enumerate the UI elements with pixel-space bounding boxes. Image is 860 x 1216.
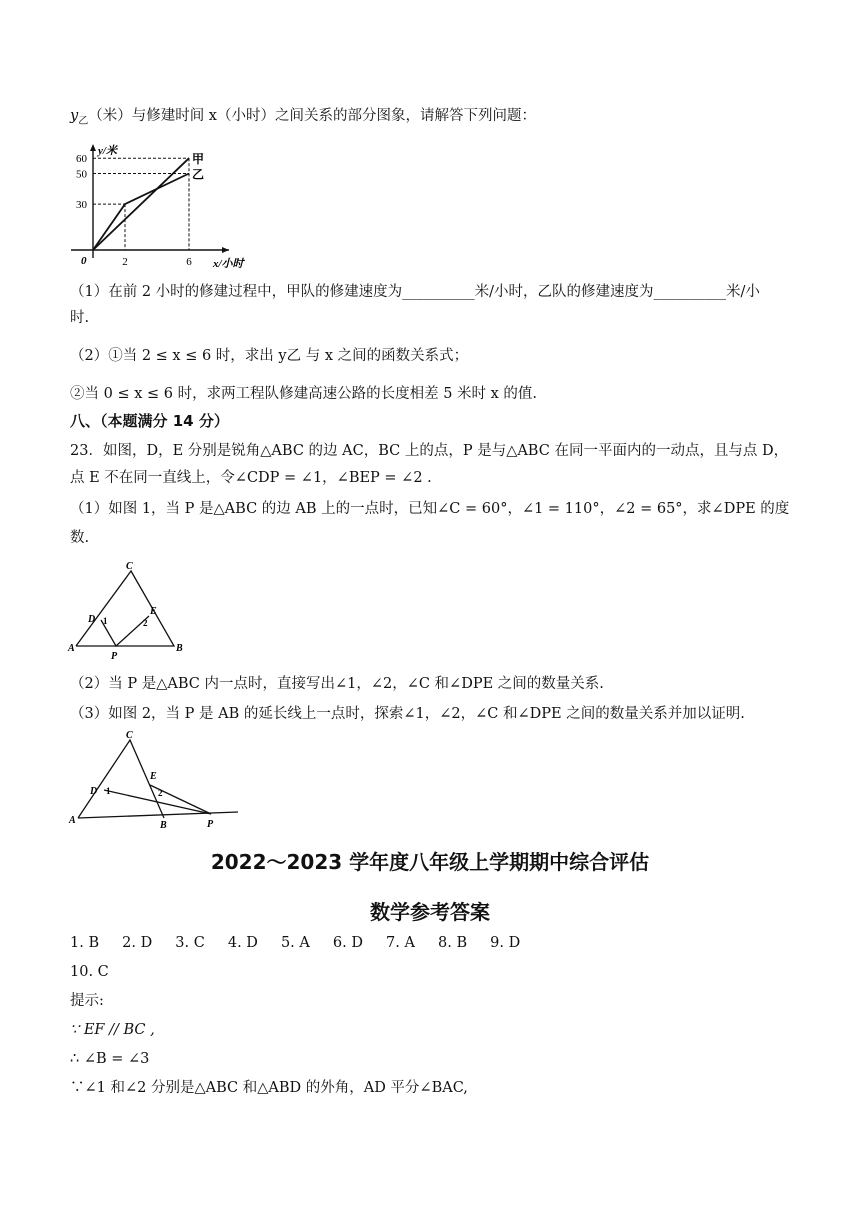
y-tick-label: 50 xyxy=(76,168,87,181)
answer-key-subtitle: 数学参考答案 xyxy=(370,900,490,924)
series-label-2: 乙 xyxy=(192,167,205,182)
answers-row-2: 10. C xyxy=(70,964,109,980)
angle-1-label: 1 xyxy=(106,786,111,796)
answers-row-1: 1. B 2. D 3. C 4. D 5. A 6. D 7. A 8. B 9. D xyxy=(70,935,521,951)
y-tick-label: 30 xyxy=(76,199,87,212)
label-c: C xyxy=(126,561,133,572)
q23-part3: （3）如图 2，当 P 是 AB 的延长线上一点时，探索∠1，∠2，∠C 和∠DPE 之间的数量关系并加以证明. xyxy=(70,706,745,722)
origin-label: 0 xyxy=(81,255,87,267)
label-p: P xyxy=(207,819,214,830)
q23-line-b: 点 E 不在同一直线上，令∠CDP = ∠1，∠BEP = ∠2 . xyxy=(70,470,432,486)
angle-2-label: 2 xyxy=(143,618,148,628)
y-tick-label: 60 xyxy=(76,153,87,166)
line-chart xyxy=(66,140,286,275)
y-variable: y xyxy=(70,108,79,124)
line-ab-extended xyxy=(78,812,238,818)
q23-part2: （2）当 P 是△ABC 内一点时，直接写出∠1，∠2，∠C 和∠DPE 之间的数量关系. xyxy=(70,676,604,692)
triangle-abc xyxy=(76,571,174,646)
angle-2-label: 2 xyxy=(158,788,163,798)
label-d: D xyxy=(90,786,98,797)
figure-1 xyxy=(66,558,196,663)
intro-text: （米）与修建时间 x（小时）之间关系的部分图象，请解答下列问题： xyxy=(88,108,536,124)
y-axis-label: y/米 xyxy=(98,145,117,157)
angle-1-label: 1 xyxy=(103,616,108,626)
label-c: C xyxy=(126,730,133,741)
series-label-1: 甲 xyxy=(192,152,205,167)
y-subscript: 乙 xyxy=(78,115,89,127)
y-axis-arrow xyxy=(90,144,96,151)
x-axis-arrow xyxy=(222,247,229,253)
series-line-1 xyxy=(93,158,189,250)
x-tick-label: 2 xyxy=(122,256,128,268)
q23-line-a: 23．如图，D，E 分别是锐角△ABC 的边 AC，BC 上的点，P 是与△ABC 在同一平面内的一动点，且与点 D， xyxy=(70,443,789,459)
q23-part1-a: （1）如图 1，当 P 是△ABC 的边 AB 上的一点时，已知∠C = 60°，∠1 = 110°，∠2 = 65°，求∠DPE 的度 xyxy=(70,501,790,517)
q2-part2: ②当 0 ≤ x ≤ 6 时，求两工程队修建高速公路的长度相差 5 米时 x 的值. xyxy=(70,386,538,402)
label-b: B xyxy=(160,820,167,831)
q23-part1-b: 数. xyxy=(70,530,90,546)
label-p: P xyxy=(111,651,118,662)
answer-key-title: 2022～2023 学年度八年级上学期期中综合评估 xyxy=(210,850,650,874)
label-a: A xyxy=(68,643,75,654)
label-e: E xyxy=(150,606,157,617)
label-a: A xyxy=(69,815,76,826)
hint-label: 提示: xyxy=(70,993,104,1009)
x-axis-label: x/小时 xyxy=(213,258,244,270)
hint-line-2: ∴ ∠B = ∠3 xyxy=(70,1051,150,1067)
x-tick-label: 6 xyxy=(186,256,192,268)
section-eight-heading: 八、（本题满分 14 分） xyxy=(70,412,229,430)
q1-line-b: 时. xyxy=(70,310,90,326)
series-line-2 xyxy=(93,174,189,251)
label-d: D xyxy=(88,614,96,625)
figure-2 xyxy=(66,728,241,833)
fig1-segments-dpe xyxy=(101,616,149,646)
label-b: B xyxy=(176,643,183,654)
hint-line-3: ∵∠1 和∠2 分别是△ABC 和△ABD 的外角，AD 平分∠BAC, xyxy=(70,1080,468,1096)
hint-line-1: ∵ EF // BC , xyxy=(70,1022,155,1038)
q2-part1: （2）①当 2 ≤ x ≤ 6 时，求出 y乙 与 x 之间的函数关系式； xyxy=(70,348,469,364)
intro-line xyxy=(70,106,536,132)
q1-line-a: （1）在前 2 小时的修建过程中，甲队的修建速度为__________米/小时，乙队的修建速度为__________米/小 xyxy=(70,284,760,300)
label-e: E xyxy=(150,771,157,782)
